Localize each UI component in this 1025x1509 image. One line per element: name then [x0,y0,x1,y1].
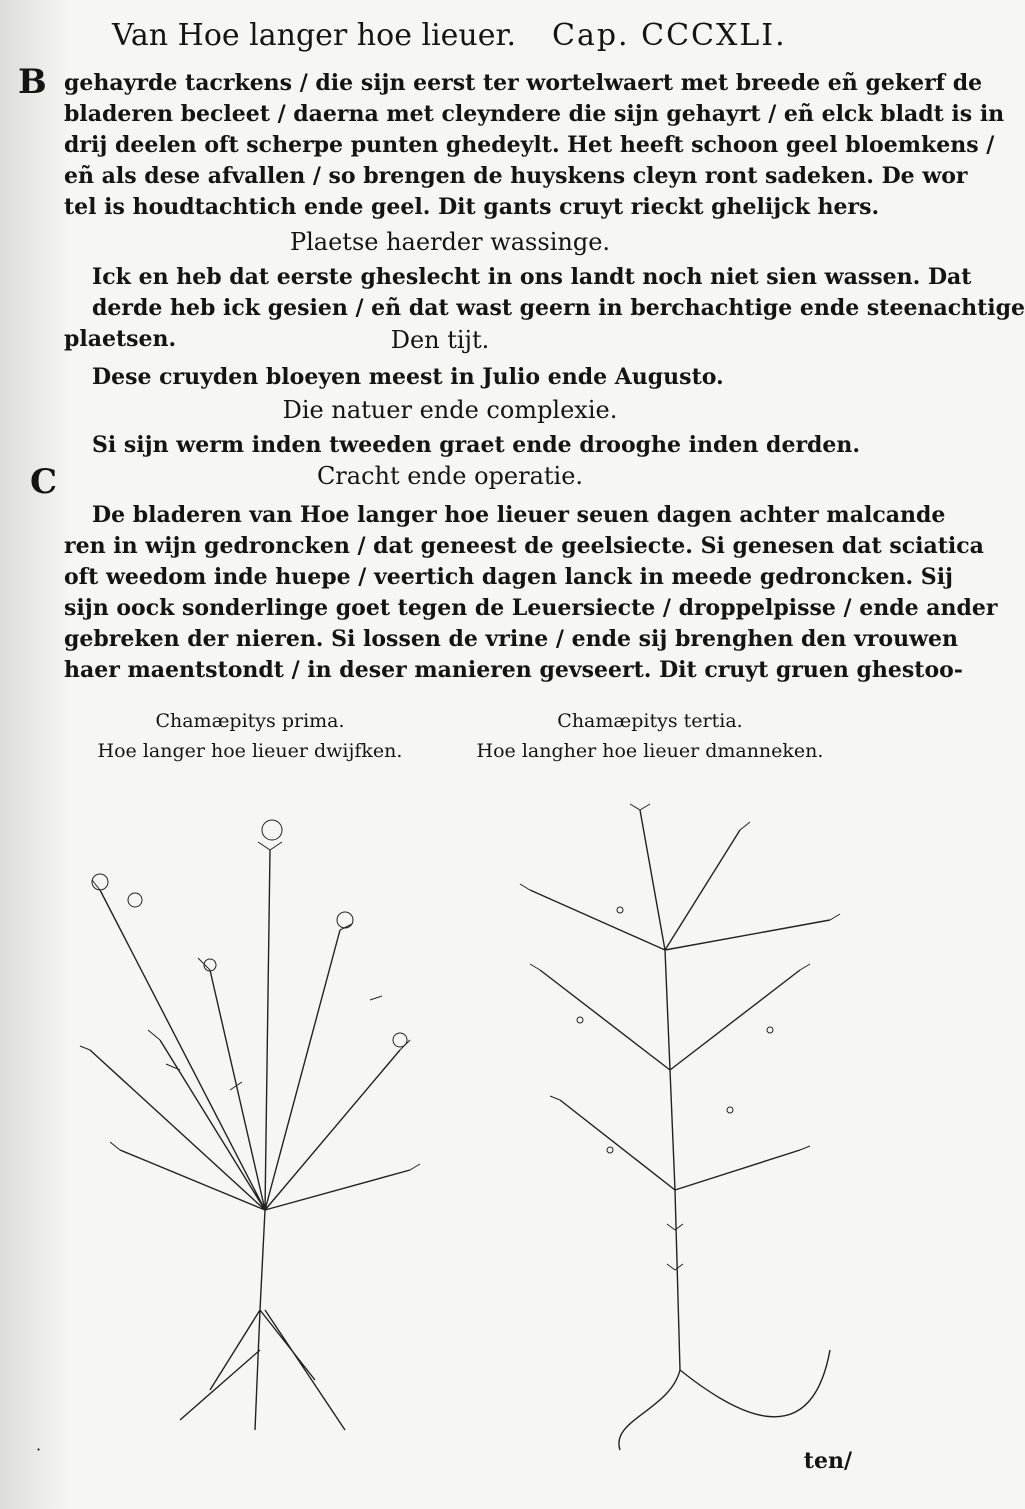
catchword: ten/ [803,1448,852,1474]
text-line: gehayrde tacrkens / die sijn eerst ter wortelwaert met breede eñ gekerf de [64,70,983,96]
text-line: derde heb ick gesien / eñ dat wast geern in berchachtige ende steenachtige [92,295,1025,321]
text-line: haer maentstondt / in deser manieren gevseert. Dit cruyt gruen ghestoo- [64,657,963,683]
figure-latin-name: Chamæpitys tertia. [557,710,743,732]
section-marker-c: C [30,462,58,502]
text-line: eñ als dese afvallen / so brengen de huyskens cleyn ront sadeken. De wor [64,163,968,189]
figure-caption-right [440,706,860,766]
text-line: plaetsen. [64,326,177,352]
text-line: drij deelen oft scherpe punten ghedeylt. Het heeft schoon geel bloemkens / [64,132,995,158]
chamaepitys-prima-illustration [60,790,440,1430]
ink-speck: · [36,1440,42,1459]
nature-text [92,430,861,461]
operation-text [64,531,998,686]
text-line: sijn oock sonderlinge goet tegen de Leuersiecte / droppelpisse / ende ander [64,595,998,621]
section-marker-b: B [18,62,47,102]
nature-heading: Die natuer ende complexie. [282,396,618,424]
text-line: De bladeren van Hoe langer hoe lieuer seuen dagen achter malcande [92,502,946,528]
section-b-text [64,68,1005,223]
place-text [92,262,1025,324]
text-line: Dese cruyden bloeyen meest in Julio ende Augusto. [92,364,724,390]
text-line: gebreken der nieren. Si lossen de vrine / ende sij brenghen den vrouwen [64,626,958,652]
operation-text-first [92,500,946,531]
figure-latin-name: Chamæpitys prima. [155,710,345,732]
running-title: Van Hoe langer hoe lieuer. [112,18,517,53]
time-text [92,362,792,393]
text-line: tel is houdtachtich ende geel. Dit gants cruyt rieckt ghelijck hers. [64,194,880,220]
chamaepitys-tertia-illustration [470,770,870,1440]
place-heading: Plaetse haerder wassinge. [289,228,611,256]
text-line: ren in wijn gedroncken / dat geneest de geelsiecte. Si genesen dat sciatica [64,533,984,559]
figure-dutch-name: Hoe langher hoe lieuer dmanneken. [476,740,824,762]
text-line: Si sijn werm inden tweeden graet ende drooghe inden derden. [92,432,861,458]
figure-dutch-name: Hoe langer hoe lieuer dwijfken. [97,740,403,762]
operation-heading: Cracht ende operatie. [316,462,584,490]
text-line: Ick en heb dat eerste gheslecht in ons landt noch niet sien wassen. Dat [92,264,972,290]
text-line: oft weedom inde huepe / veertich dagen lanck in meede gedroncken. Sij [64,564,954,590]
chapter-number: Cap. CCCXLI. [552,18,787,53]
text-line: bladeren becleet / daerna met cleyndere die sijn gehayrt / eñ elck bladt is in [64,101,1005,127]
time-heading: Den tijt. [390,326,490,354]
figure-caption-left [60,706,440,766]
